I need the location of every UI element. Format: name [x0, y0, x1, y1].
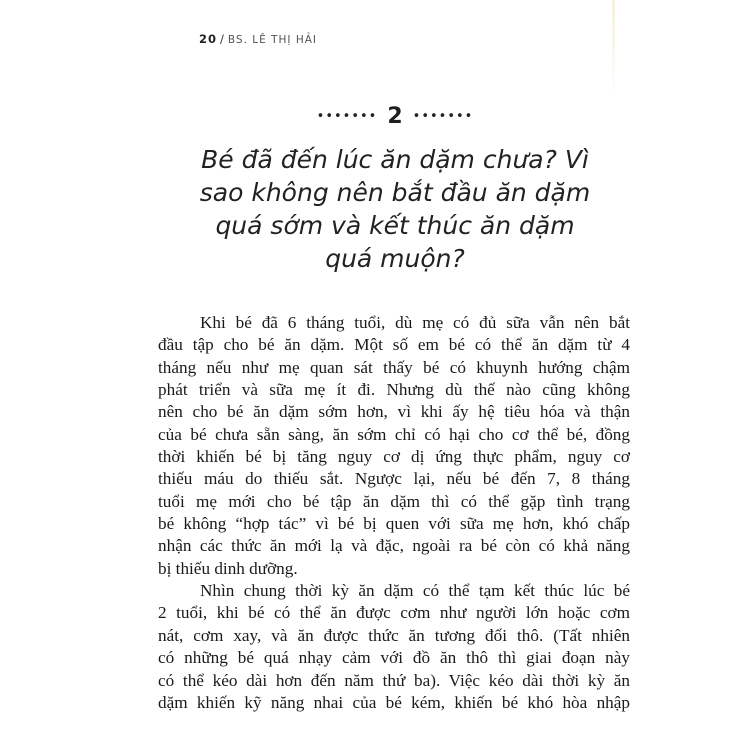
body-line: tuổi mẹ mới cho bé tập ăn dặm thì có thể gặp tình trạng: [158, 491, 630, 511]
page-number: 20: [199, 32, 218, 46]
running-header: [199, 32, 317, 46]
author-name: BS. LÊ THỊ HẢI: [227, 34, 317, 46]
body-line: Nhìn chung thời kỳ ăn dặm có thể tạm kết thúc lúc bé: [200, 581, 630, 601]
body-line: nhận các thức ăn mới lạ và đặc, ngoài ra bé còn có khả năng: [158, 536, 630, 556]
body-line: Khi bé đã 6 tháng tuổi, dù mẹ có đủ sữa vẫn nên bắt: [200, 313, 630, 332]
dots-left: •••••••: [316, 109, 378, 124]
dots-right: •••••••: [412, 109, 474, 124]
title-line: quá muộn?: [325, 244, 465, 273]
body-line: bị thiếu dinh dưỡng.: [158, 558, 298, 578]
body-line: nát, cơm xay, và ăn được thức ăn tương đối thô. (Tất nhiên: [158, 625, 630, 645]
chapter-marker: [0, 104, 750, 129]
body-line: phát triển và sữa mẹ ít đi. Nhưng dù thế nào cũng không: [158, 380, 630, 400]
body-line: có thể kéo dài hơn đến năm thứ ba). Việc kéo dài thời kỳ ăn: [158, 670, 630, 690]
body-line: có những bé quá nhạy cảm với đồ ăn thô thì giai đoạn này: [158, 648, 630, 668]
chapter-title: [180, 143, 610, 275]
body-line: dặm khiến kỹ năng nhai của bé kém, khiến bé khó hòa nhập: [158, 692, 630, 712]
body-line: 2 tuổi, khi bé có thể ăn được cơm như người lớn hoặc cơm: [158, 603, 630, 623]
body-line: của bé chưa sẵn sàng, ăn sớm chỉ có hại cho cơ thể bé, đồng: [158, 424, 630, 444]
chapter-number: 2: [387, 104, 403, 129]
body-line: bé không “hợp tác” vì bé bị quen với sữa mẹ hơn, khó chấp: [158, 514, 630, 534]
body-line: thời khiến bé bị tăng nguy cơ dị ứng thực phẩm, nguy cơ: [158, 447, 630, 467]
title-line: sao không nên bắt đầu ăn dặm: [199, 178, 591, 207]
body-line: đầu tập cho bé ăn dặm. Một số em bé có thể ăn dặm từ 4: [158, 335, 630, 355]
title-line: quá sớm và kết thúc ăn dặm: [215, 211, 575, 240]
header-separator: /: [220, 32, 225, 46]
body-line: tháng nếu như mẹ quan sát thấy bé có khuynh hướng chậm: [158, 357, 630, 377]
title-line: Bé đã đến lúc ăn dặm chưa? Vì: [201, 145, 589, 174]
scan-edge-artifact: [612, 0, 615, 100]
body-text: [158, 312, 630, 714]
body-line: thiếu máu do thiếu sắt. Ngược lại, nếu bé đến 7, 8 tháng: [158, 469, 630, 489]
body-line: nên cho bé ăn dặm sớm hơn, vì khi ấy hệ tiêu hóa và thận: [158, 402, 630, 422]
